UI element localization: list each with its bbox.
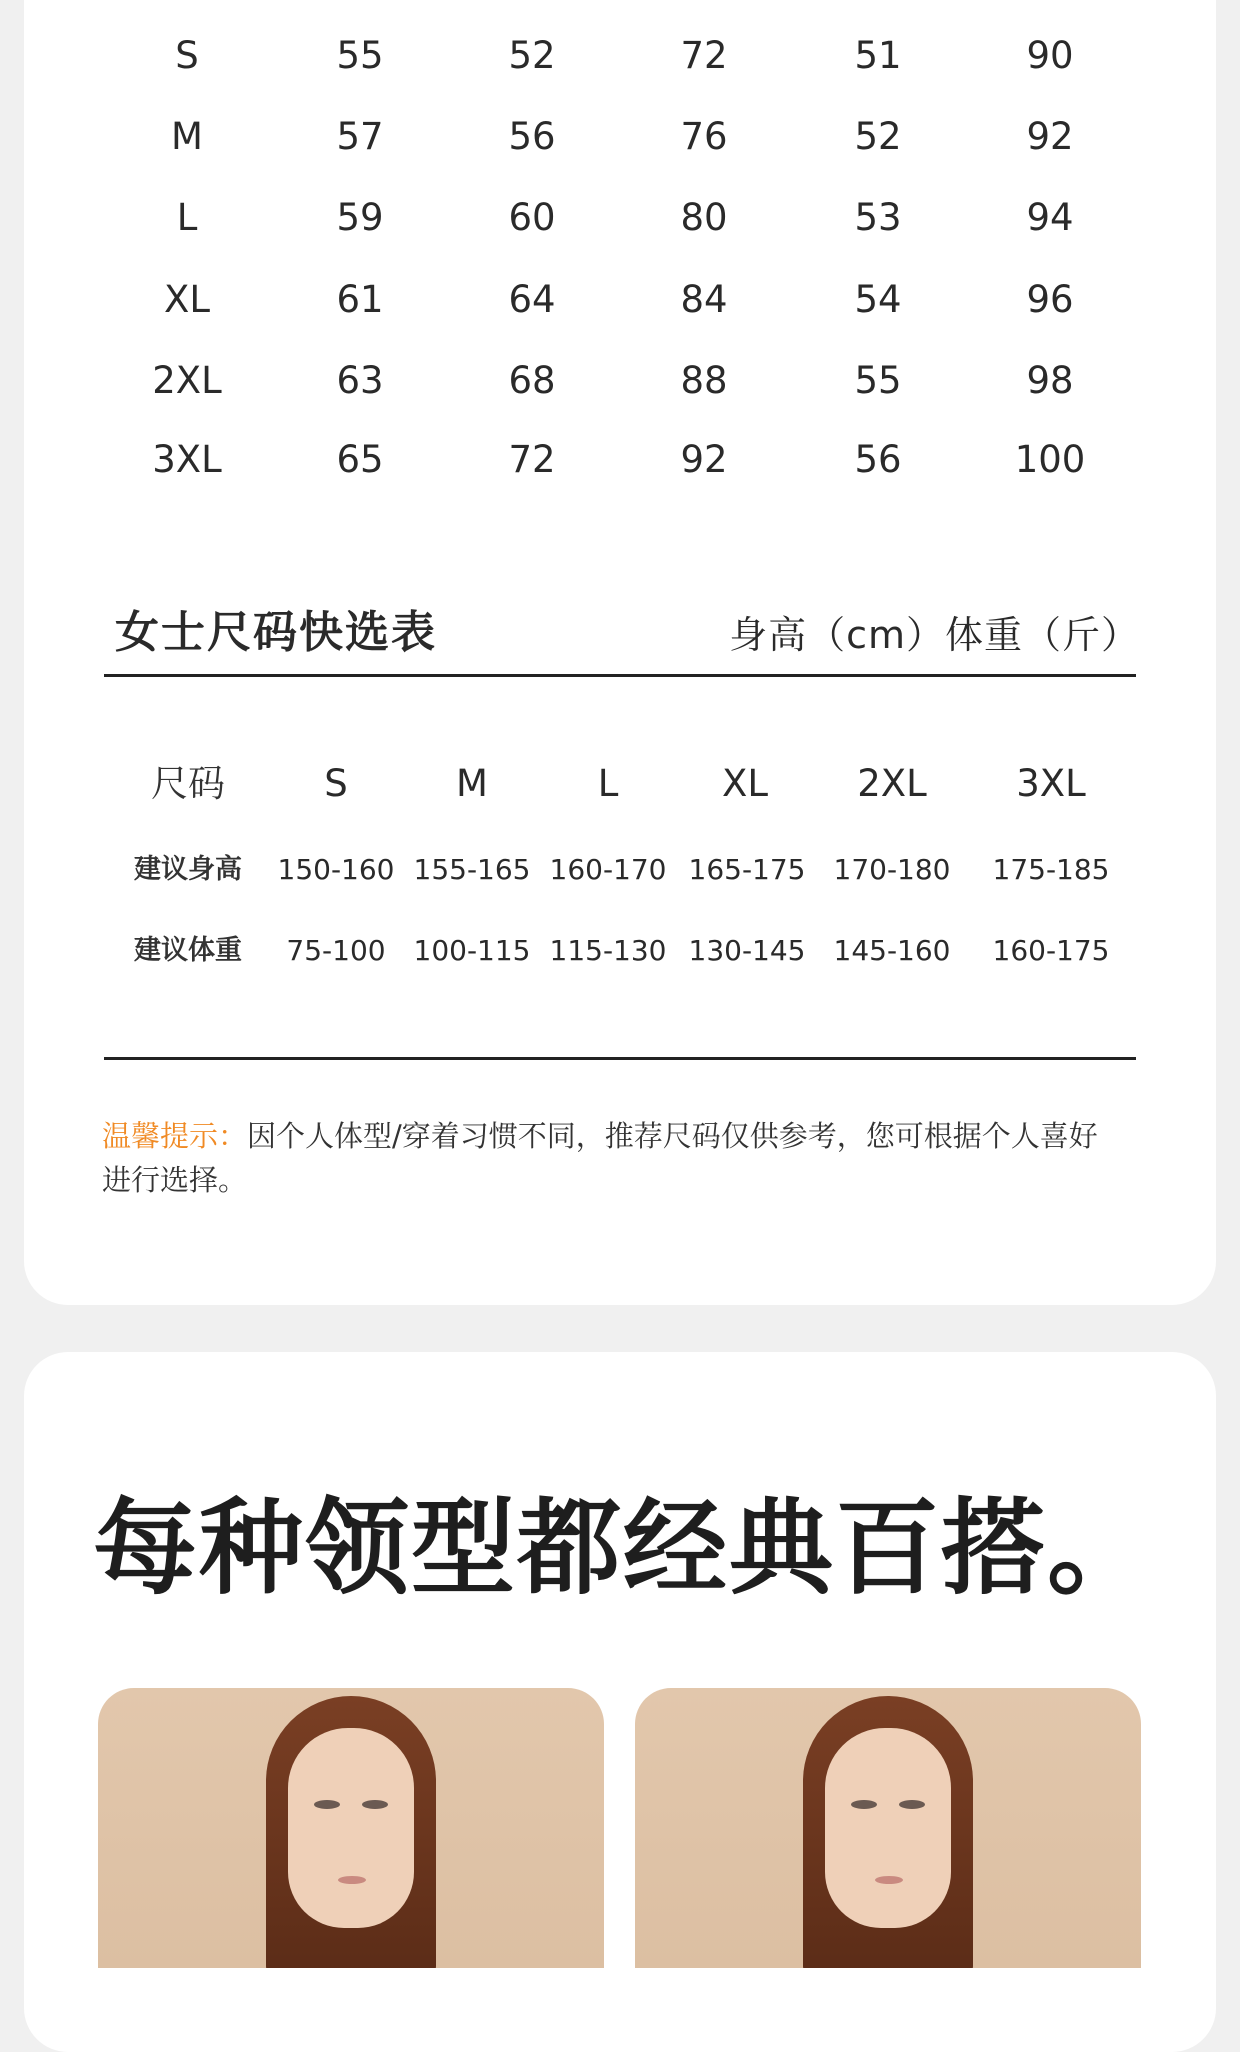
value-cell: 56 — [854, 438, 902, 481]
value-cell: 56 — [508, 115, 556, 158]
quick-select-header-row — [104, 754, 1136, 814]
value-cell: 55 — [336, 34, 384, 77]
height-range: 160-170 — [549, 853, 667, 886]
value-cell: 63 — [336, 359, 384, 402]
row-label: 建议身高 — [134, 854, 242, 885]
value-cell: 53 — [854, 196, 902, 239]
divider — [104, 674, 1136, 677]
eye-shape — [851, 1800, 877, 1809]
height-range: 170-180 — [833, 853, 951, 886]
value-cell: 76 — [680, 115, 728, 158]
header-size: 2XL — [857, 762, 927, 805]
weight-range: 100-115 — [413, 934, 531, 967]
height-row — [104, 840, 1136, 900]
size-cell: M — [171, 115, 203, 158]
face-shape — [825, 1728, 951, 1928]
value-cell: 94 — [1026, 196, 1074, 239]
face-shape — [288, 1728, 414, 1928]
tip-note — [102, 1114, 1102, 1202]
value-cell: 90 — [1026, 34, 1074, 77]
value-cell: 54 — [854, 278, 902, 321]
value-cell: 65 — [336, 438, 384, 481]
value-cell: 92 — [1026, 115, 1074, 158]
quick-select-title: 女士尺码快选表 — [115, 607, 437, 658]
size-cell: 2XL — [152, 359, 222, 402]
weight-range: 160-175 — [992, 934, 1110, 967]
weight-range: 130-145 — [688, 934, 806, 967]
value-cell: 52 — [854, 115, 902, 158]
value-cell: 55 — [854, 359, 902, 402]
value-cell: 59 — [336, 196, 384, 239]
table-row — [92, 430, 1086, 490]
mouth-shape — [338, 1876, 366, 1884]
model-photo[interactable] — [98, 1688, 604, 1968]
size-cell: S — [175, 34, 199, 77]
value-cell: 72 — [508, 438, 556, 481]
value-cell: 72 — [680, 34, 728, 77]
row-label: 建议体重 — [134, 935, 242, 966]
value-cell: 51 — [854, 34, 902, 77]
header-size: M — [456, 762, 488, 805]
value-cell: 60 — [508, 196, 556, 239]
eye-shape — [314, 1800, 340, 1809]
tip-label: 温馨提示： — [102, 1119, 248, 1153]
divider — [104, 1057, 1136, 1060]
mouth-shape — [875, 1876, 903, 1884]
value-cell: 84 — [680, 278, 728, 321]
weight-range: 75-100 — [286, 934, 386, 967]
header-label: 尺码 — [151, 762, 225, 805]
value-cell: 92 — [680, 438, 728, 481]
table-row — [92, 188, 1072, 248]
weight-range: 145-160 — [833, 934, 951, 967]
header-size: 3XL — [1016, 762, 1086, 805]
height-range: 150-160 — [277, 853, 395, 886]
value-cell: 96 — [1026, 278, 1074, 321]
section-headline: 每种领型都经典百搭。 — [93, 1487, 1154, 1609]
header-size: L — [597, 762, 619, 805]
height-range: 175-185 — [992, 853, 1110, 886]
value-cell: 80 — [680, 196, 728, 239]
tip-text: 因个人体型/穿着习惯不同，推荐尺码仅供参考，您可根据个人喜好进行选择。 — [102, 1119, 1098, 1197]
value-cell: 88 — [680, 359, 728, 402]
value-cell: 98 — [1026, 359, 1074, 402]
size-cell: XL — [164, 278, 210, 321]
unit-note: 身高（cm）体重（斤） — [729, 613, 1140, 657]
table-row — [92, 107, 1072, 167]
size-cell: 3XL — [152, 438, 222, 481]
header-size: XL — [722, 762, 768, 805]
eye-shape — [899, 1800, 925, 1809]
height-range: 155-165 — [413, 853, 531, 886]
value-cell: 68 — [508, 359, 556, 402]
table-row — [92, 26, 1072, 86]
size-cell: L — [176, 196, 198, 239]
header-size: S — [324, 762, 348, 805]
value-cell: 100 — [1014, 438, 1086, 481]
value-cell: 52 — [508, 34, 556, 77]
weight-range: 115-130 — [549, 934, 667, 967]
table-row — [92, 351, 1072, 411]
table-row — [92, 270, 1072, 330]
value-cell: 64 — [508, 278, 556, 321]
weight-row — [104, 921, 1136, 981]
height-range: 165-175 — [688, 853, 806, 886]
model-photo[interactable] — [635, 1688, 1141, 1968]
eye-shape — [362, 1800, 388, 1809]
value-cell: 61 — [336, 278, 384, 321]
value-cell: 57 — [336, 115, 384, 158]
